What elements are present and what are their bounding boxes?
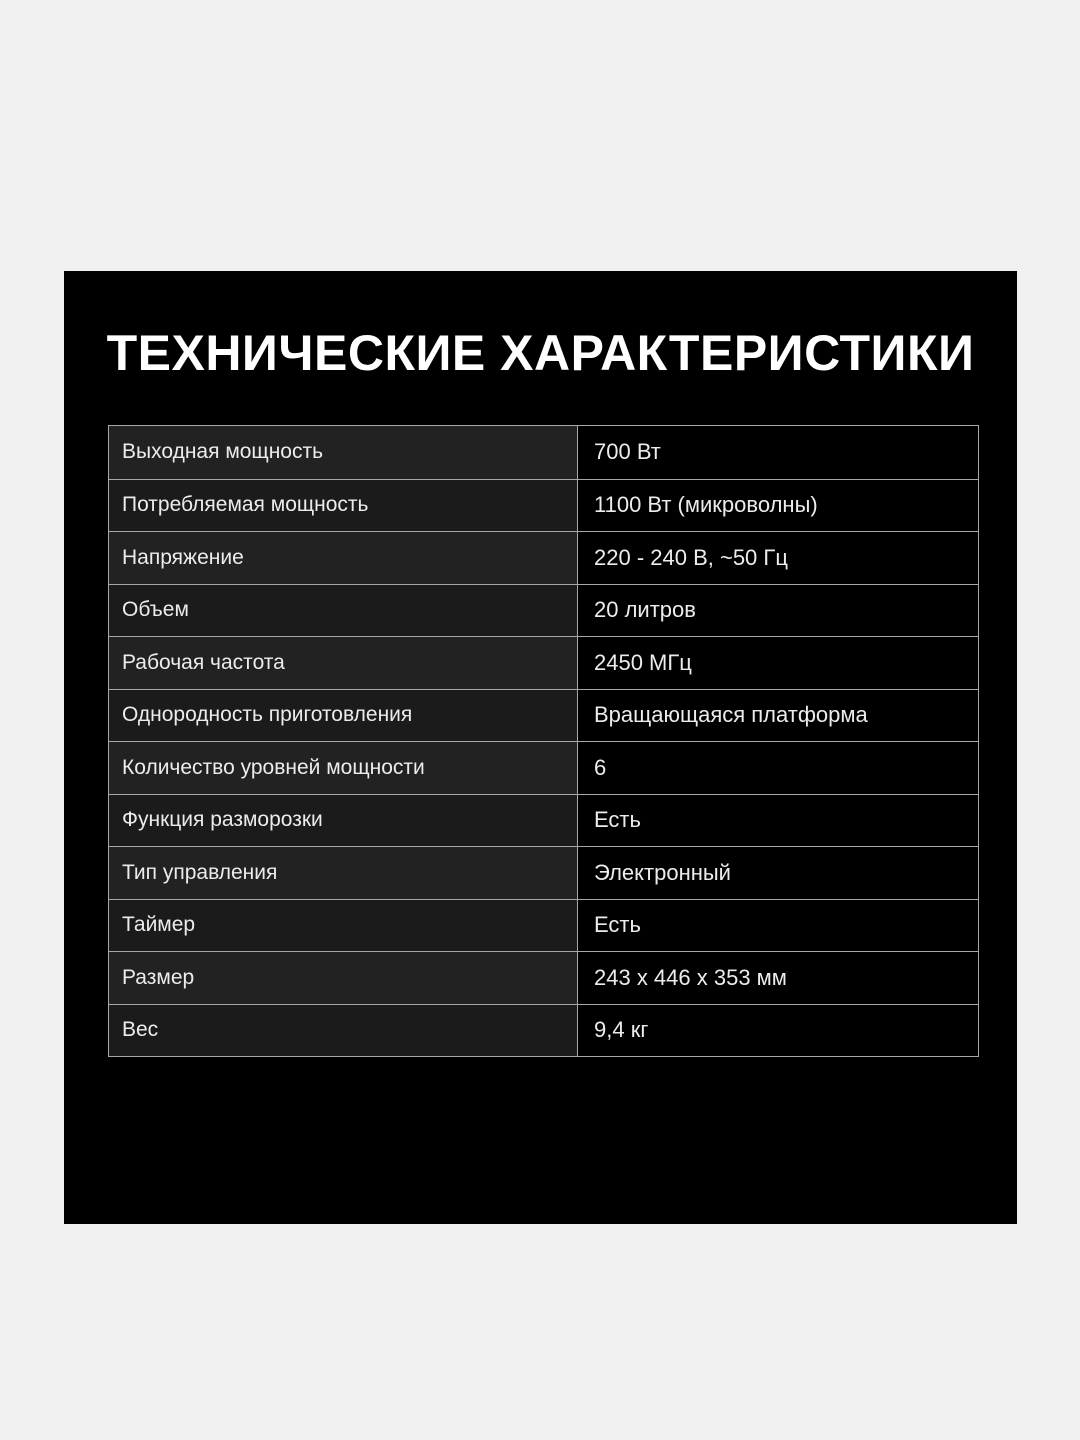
- spec-value: 220 - 240 В, ~50 Гц: [578, 532, 978, 584]
- spec-value: 243 х 446 х 353 мм: [578, 952, 978, 1004]
- spec-name: Выходная мощность: [109, 426, 578, 479]
- spec-value: 700 Вт: [578, 426, 978, 479]
- table-row: [109, 741, 978, 794]
- spec-value: Есть: [578, 795, 978, 847]
- spec-name: Размер: [109, 952, 578, 1004]
- spec-value: 6: [578, 742, 978, 794]
- spec-name: Тип управления: [109, 847, 578, 899]
- spec-value: 2450 МГц: [578, 637, 978, 689]
- spec-name: Потребляемая мощность: [109, 480, 578, 532]
- spec-value: 1100 Вт (микроволны): [578, 480, 978, 532]
- table-row: [109, 689, 978, 742]
- spec-name: Рабочая частота: [109, 637, 578, 689]
- table-row: [109, 846, 978, 899]
- table-row: [109, 426, 978, 479]
- spec-name: Однородность приготовления: [109, 690, 578, 742]
- table-row: [109, 899, 978, 952]
- spec-name: Таймер: [109, 900, 578, 952]
- table-row: [109, 1004, 978, 1057]
- spec-value: Есть: [578, 900, 978, 952]
- page-title: ТЕХНИЧЕСКИЕ ХАРАКТЕРИСТИКИ: [106, 325, 975, 381]
- spec-name: Функция разморозки: [109, 795, 578, 847]
- spec-name: Напряжение: [109, 532, 578, 584]
- table-row: [109, 479, 978, 532]
- table-row: [109, 584, 978, 637]
- spec-name: Вес: [109, 1005, 578, 1057]
- spec-value: 20 литров: [578, 585, 978, 637]
- spec-name: Объем: [109, 585, 578, 637]
- spec-name: Количество уровней мощности: [109, 742, 578, 794]
- spec-value: Электронный: [578, 847, 978, 899]
- spec-value: 9,4 кг: [578, 1005, 978, 1057]
- table-row: [109, 794, 978, 847]
- spec-value: Вращающаяся платформа: [578, 690, 978, 742]
- table-row: [109, 531, 978, 584]
- table-row: [109, 636, 978, 689]
- specs-table: [108, 425, 979, 1057]
- table-row: [109, 951, 978, 1004]
- specs-card: [64, 271, 1017, 1224]
